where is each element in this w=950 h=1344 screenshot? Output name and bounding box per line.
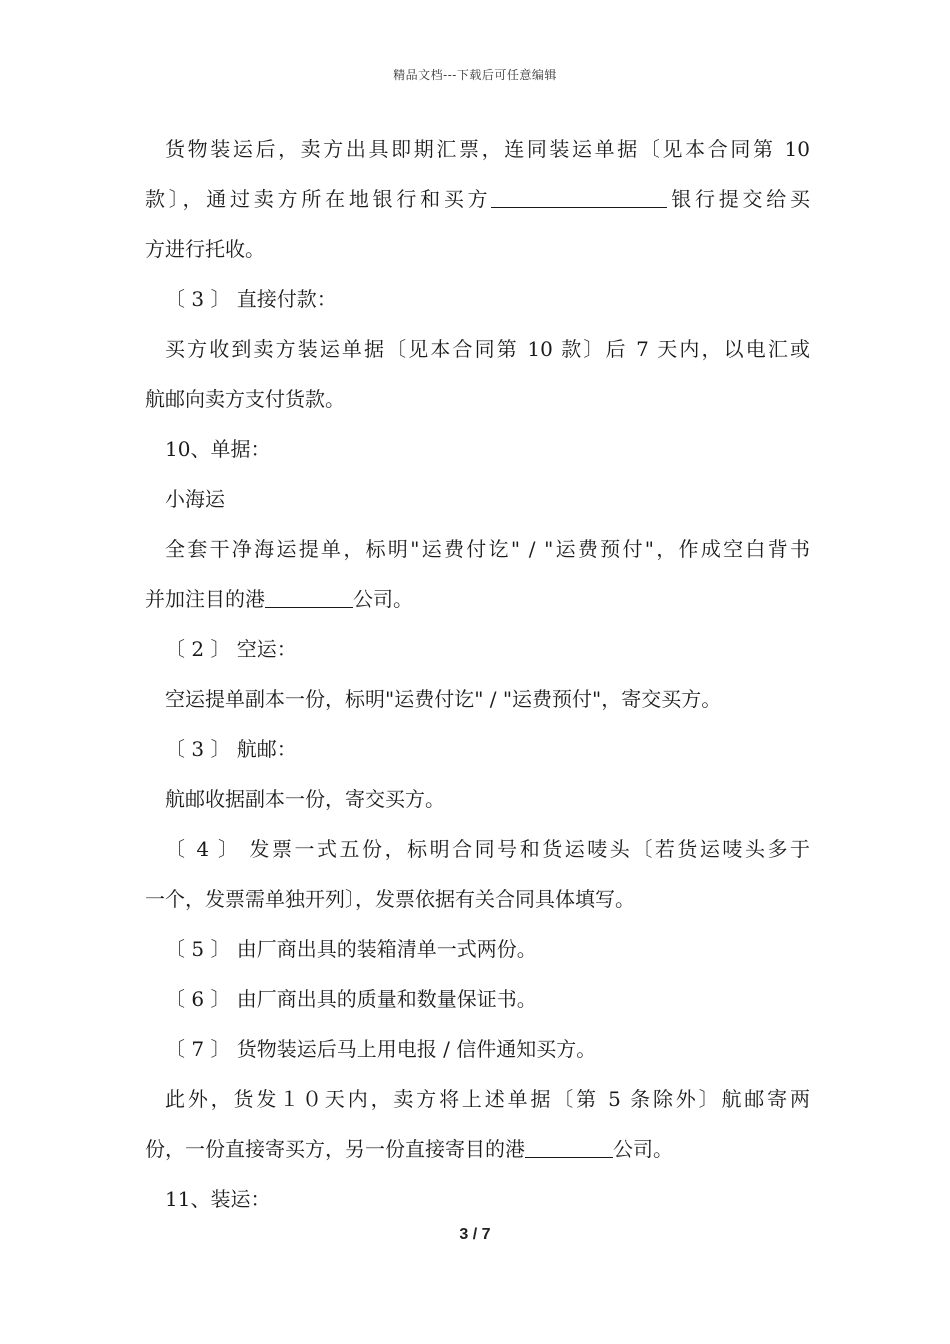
paragraph-line: 一个，发票需单独开列〕，发票依据有关合同具体填写。 bbox=[145, 887, 635, 911]
text-run: 并加注目的港 bbox=[145, 587, 265, 611]
page-number: 3 / 7 bbox=[459, 1226, 491, 1243]
text-run: 份，一份直接寄买方，另一份直接寄目的港 bbox=[145, 1137, 525, 1161]
text-run: 银行提交给买 bbox=[667, 187, 811, 211]
paragraph-line: 〔 4 〕 发票一式五份，标明合同号和货运唛头〔若货运唛头多于 bbox=[165, 837, 810, 861]
paragraph-line: 〔 7 〕 货物装运后马上用电报 / 信件通知买方。 bbox=[165, 1037, 597, 1061]
paragraph-line: 买方收到卖方装运单据〔见本合同第 10 款〕后 7 天内，以电汇或 bbox=[165, 337, 810, 361]
text-run: 公司。 bbox=[353, 587, 413, 611]
paragraph-line: 〔 5 〕 由厂商出具的装箱清单一式两份。 bbox=[165, 937, 537, 961]
document-body bbox=[145, 124, 810, 1224]
paragraph-line bbox=[145, 1124, 810, 1174]
fill-in-blank bbox=[525, 1137, 613, 1158]
section-heading: 10、单据： bbox=[165, 437, 271, 461]
section-heading: 11、装运： bbox=[165, 1187, 271, 1211]
section-heading: 小海运 bbox=[165, 487, 225, 511]
section-heading: 〔 3 〕 直接付款： bbox=[165, 287, 337, 311]
paragraph-line bbox=[145, 174, 810, 224]
paragraph-line: 航邮收据副本一份，寄交买方。 bbox=[165, 787, 445, 811]
paragraph-line: 全套干净海运提单，标明"运费付讫" / "运费预付"，作成空白背书 bbox=[165, 537, 810, 561]
paragraph-line: 空运提单副本一份，标明"运费付讫" / "运费预付"，寄交买方。 bbox=[165, 687, 722, 711]
paragraph-line: 航邮向卖方支付货款。 bbox=[145, 387, 345, 411]
fill-in-blank bbox=[491, 187, 667, 208]
paragraph-line: 〔 6 〕 由厂商出具的质量和数量保证书。 bbox=[165, 987, 537, 1011]
fill-in-blank bbox=[265, 587, 353, 608]
paragraph-line: 此外，货发１０天内，卖方将上述单据〔第 5 条除外〕航邮寄两 bbox=[165, 1087, 810, 1111]
section-heading: 〔 3 〕 航邮： bbox=[165, 737, 297, 761]
paragraph-line: 方进行托收。 bbox=[145, 237, 265, 261]
text-run: 公司。 bbox=[613, 1137, 673, 1161]
text-run: 款〕，通过卖方所在地银行和买方 bbox=[145, 187, 492, 211]
page-header: 精品文档---下载后可任意编辑 bbox=[393, 68, 557, 82]
paragraph-line bbox=[145, 574, 810, 624]
section-heading: 〔 2 〕 空运： bbox=[165, 637, 297, 661]
paragraph-line: 货物装运后，卖方出具即期汇票，连同装运单据〔见本合同第 10 bbox=[165, 137, 810, 161]
